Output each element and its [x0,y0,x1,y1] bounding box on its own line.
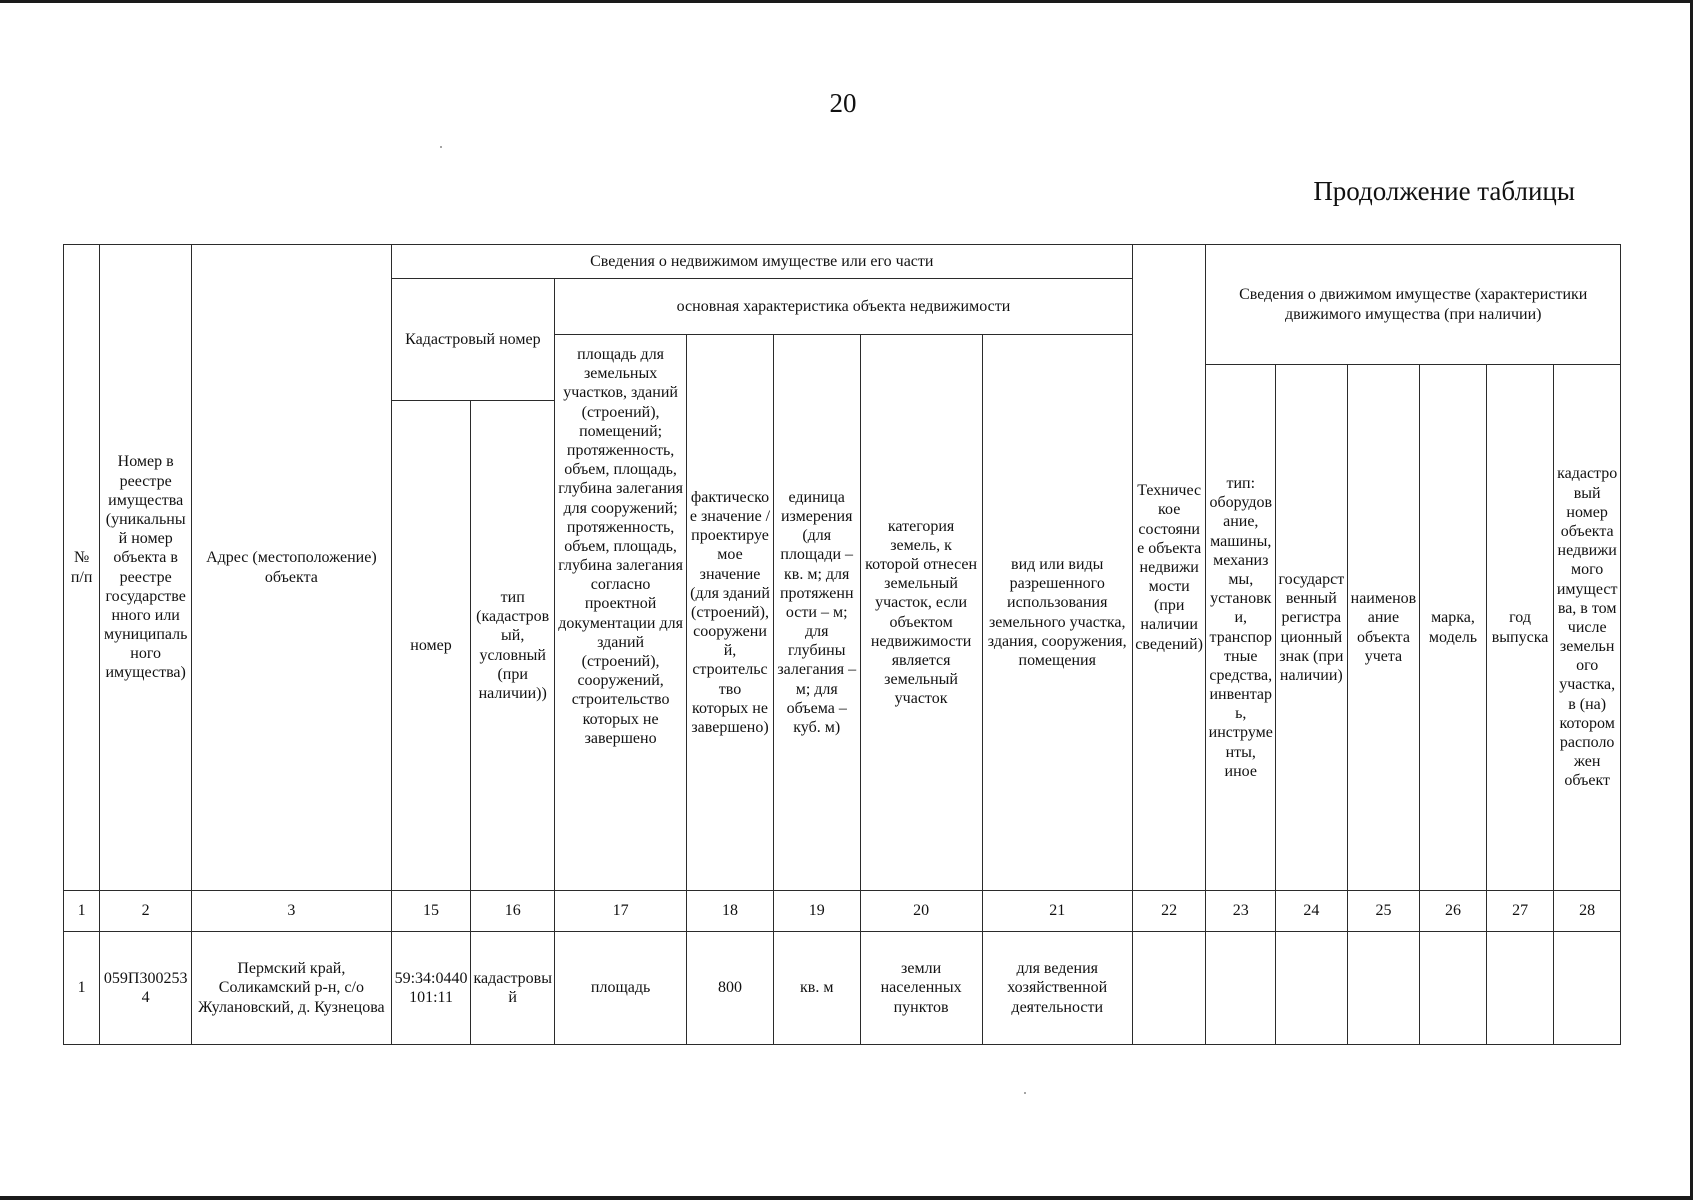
cell-year [1486,932,1554,1045]
cell-movable-cadastral [1554,932,1621,1045]
header-group-real-estate: Сведения о недвижимом имуществе или его части [391,245,1132,279]
column-number: 1 [64,891,100,932]
column-number: 23 [1206,891,1276,932]
cell-registry-number: 059П3002534 [100,932,192,1045]
column-number: 3 [192,891,392,932]
header-col-18: фактическое значение / проектируемое значение (для зданий (строений), сооружений, строительство которых не завершено) [687,335,774,891]
header-col-27: год выпуска [1486,365,1554,891]
cell-brand [1420,932,1487,1045]
header-col-19: единица измерения (для площади – кв. м; для протяженности – м; для глубины залегания – м; для объема – куб. м) [773,335,860,891]
header-col-22: Техническое состояние объекта недвижимости (при наличии сведений) [1132,245,1206,891]
header-col-15: номер [391,401,471,891]
column-number: 19 [773,891,860,932]
cell-value: 800 [687,932,774,1045]
table-row [64,932,1621,1045]
column-number: 18 [687,891,774,932]
header-col-28: кадастровый номер объекта недвижимого имущества, в том числе земельного участка, в (на) котором расположен объект [1554,365,1621,891]
cell-cadastral-number: 59:34:0440101:11 [391,932,471,1045]
column-number-row [64,891,1621,932]
header-group-movable: Сведения о движимом имуществе (характеристики движимого имущества (при наличии) [1206,245,1621,365]
column-number: 25 [1347,891,1420,932]
page-edge-top [0,0,1693,3]
header-group-cadastral: Кадастровый номер [391,279,554,401]
cell-movable-type [1206,932,1276,1045]
column-number: 2 [100,891,192,932]
header-group-main-characteristic: основная характеристика объекта недвижимости [555,279,1133,335]
column-number: 17 [555,891,687,932]
column-number: 26 [1420,891,1487,932]
header-col-23: тип: оборудование, машины, механизмы, установки, транспортные средства, инвентарь, инструменты, иное [1206,365,1276,891]
cell-permitted-use: для ведения хозяйственной деятельности [982,932,1132,1045]
column-number: 22 [1132,891,1206,932]
cell-tech-state [1132,932,1206,1045]
column-number: 20 [860,891,982,932]
header-col-20: категория земель, к которой отнесен земельный участок, если объектом недвижимости является земельный участок [860,335,982,891]
scan-speck [440,146,442,148]
column-number: 16 [471,891,555,932]
cell-address: Пермский край, Соликамский р-н, с/о Жулановский, д. Кузнецова [192,932,392,1045]
column-number: 21 [982,891,1132,932]
header-col-26: марка, модель [1420,365,1487,891]
scan-speck [1024,1092,1026,1094]
cell-cadastral-type: кадастровый [471,932,555,1045]
header-col-24: государственный регистрационный знак (при наличии) [1276,365,1348,891]
column-number: 15 [391,891,471,932]
header-col-1: № п/п [64,245,100,891]
column-number: 24 [1276,891,1348,932]
column-number: 28 [1554,891,1621,932]
header-col-17: площадь для земельных участков, зданий (строений), помещений; протяженность, объем, площадь, глубина залегания для сооружений; протяженность, объем, площадь, глубина залегания согласно проектной документации для зданий (строений), сооружений, строительство которых не завершено [555,335,687,891]
cell-n: 1 [64,932,100,1045]
page-number: 20 [829,88,857,118]
continuation-label: Продолжение таблицы [1313,176,1575,206]
header-col-16: тип (кадастровый, условный (при наличии)) [471,401,555,891]
cell-reg-sign [1276,932,1348,1045]
header-col-3: Адрес (местоположение) объекта [192,245,392,891]
header-col-25: наименование объекта учета [1347,365,1420,891]
header-col-21: вид или виды разрешенного использования земельного участка, здания, сооружения, помещения [982,335,1132,891]
registry-table [63,244,1621,1045]
cell-object-name [1347,932,1420,1045]
cell-land-category: земли населенных пунктов [860,932,982,1045]
page-edge-bottom [0,1196,1693,1200]
cell-area-kind: площадь [555,932,687,1045]
cell-unit: кв. м [773,932,860,1045]
column-number: 27 [1486,891,1554,932]
header-col-2: Номер в реестре имущества (уникальный номер объекта в реестре государственного или муниципального имущества) [100,245,192,891]
